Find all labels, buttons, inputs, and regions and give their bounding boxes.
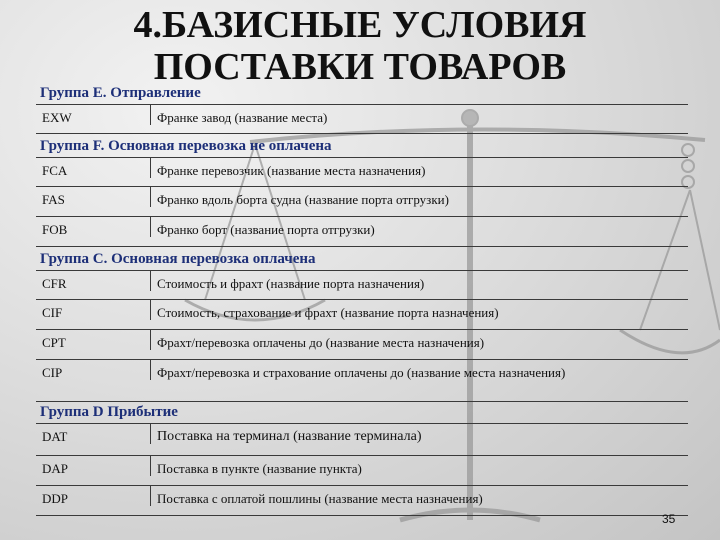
- term-code: CIP: [42, 365, 63, 380]
- term-description: Франко борт (название порта отгрузки): [150, 217, 688, 237]
- term-description: Стоимость, страхование и фрахт (название порта назначения): [150, 300, 688, 320]
- term-code: FAS: [42, 192, 65, 207]
- page-title: [70, 4, 650, 88]
- term-description: Поставка на терминал (название терминала): [150, 424, 688, 444]
- title-line-1: 4.БАЗИСНЫЕ УСЛОВИЯ: [133, 4, 587, 46]
- group-c-table: [36, 270, 688, 402]
- term-code: CPT: [42, 335, 66, 350]
- term-description: Стоимость и фрахт (название порта назначения): [150, 271, 688, 291]
- table-row: [36, 423, 688, 456]
- table-row: [36, 270, 688, 300]
- term-code: DAP: [42, 461, 69, 476]
- term-code: FCA: [42, 163, 68, 178]
- term-description: Фрахт/перевозка оплачены до (название места назначения): [150, 330, 688, 350]
- incoterms-content: [36, 82, 688, 516]
- title-line-2: ПОСТАВКИ ТОВАРОВ: [153, 46, 567, 88]
- term-description: Франке завод (название места): [150, 105, 688, 125]
- term-code: DAT: [42, 429, 68, 444]
- term-code: FOB: [42, 222, 68, 237]
- term-code: CFR: [42, 276, 67, 291]
- term-code: DDP: [42, 491, 69, 506]
- term-description: Франке перевозчик (название места назначения): [150, 158, 688, 178]
- table-row: [36, 217, 688, 247]
- term-description: Франко вдоль борта судна (название порта отгрузки): [150, 187, 688, 207]
- term-description: Поставка в пункте (название пункта): [150, 456, 688, 476]
- group-d-heading: Группа D Прибытие: [40, 404, 178, 420]
- table-row: [36, 486, 688, 516]
- page-number: 35: [662, 512, 676, 526]
- table-row: [36, 360, 688, 402]
- term-description: Фрахт/перевозка и страхование оплачены до (название места назначения): [150, 360, 688, 380]
- table-row: [36, 330, 688, 360]
- group-f-heading: Группа F. Основная перевозка не оплачена: [40, 138, 332, 154]
- table-row: [36, 456, 688, 486]
- term-code: CIF: [42, 305, 63, 320]
- term-description: Поставка с оплатой пошлины (название места назначения): [150, 486, 688, 506]
- group-e-heading: Группа Е. Отправление: [40, 85, 201, 101]
- group-c-heading: Группа С. Основная перевозка оплачена: [40, 251, 316, 267]
- table-row: [36, 104, 688, 134]
- table-row: [36, 187, 688, 217]
- group-e-table: [36, 104, 688, 134]
- group-d-table: [36, 423, 688, 516]
- term-code: EXW: [42, 110, 72, 125]
- table-row: [36, 300, 688, 330]
- table-row: [36, 157, 688, 187]
- group-f-table: [36, 157, 688, 247]
